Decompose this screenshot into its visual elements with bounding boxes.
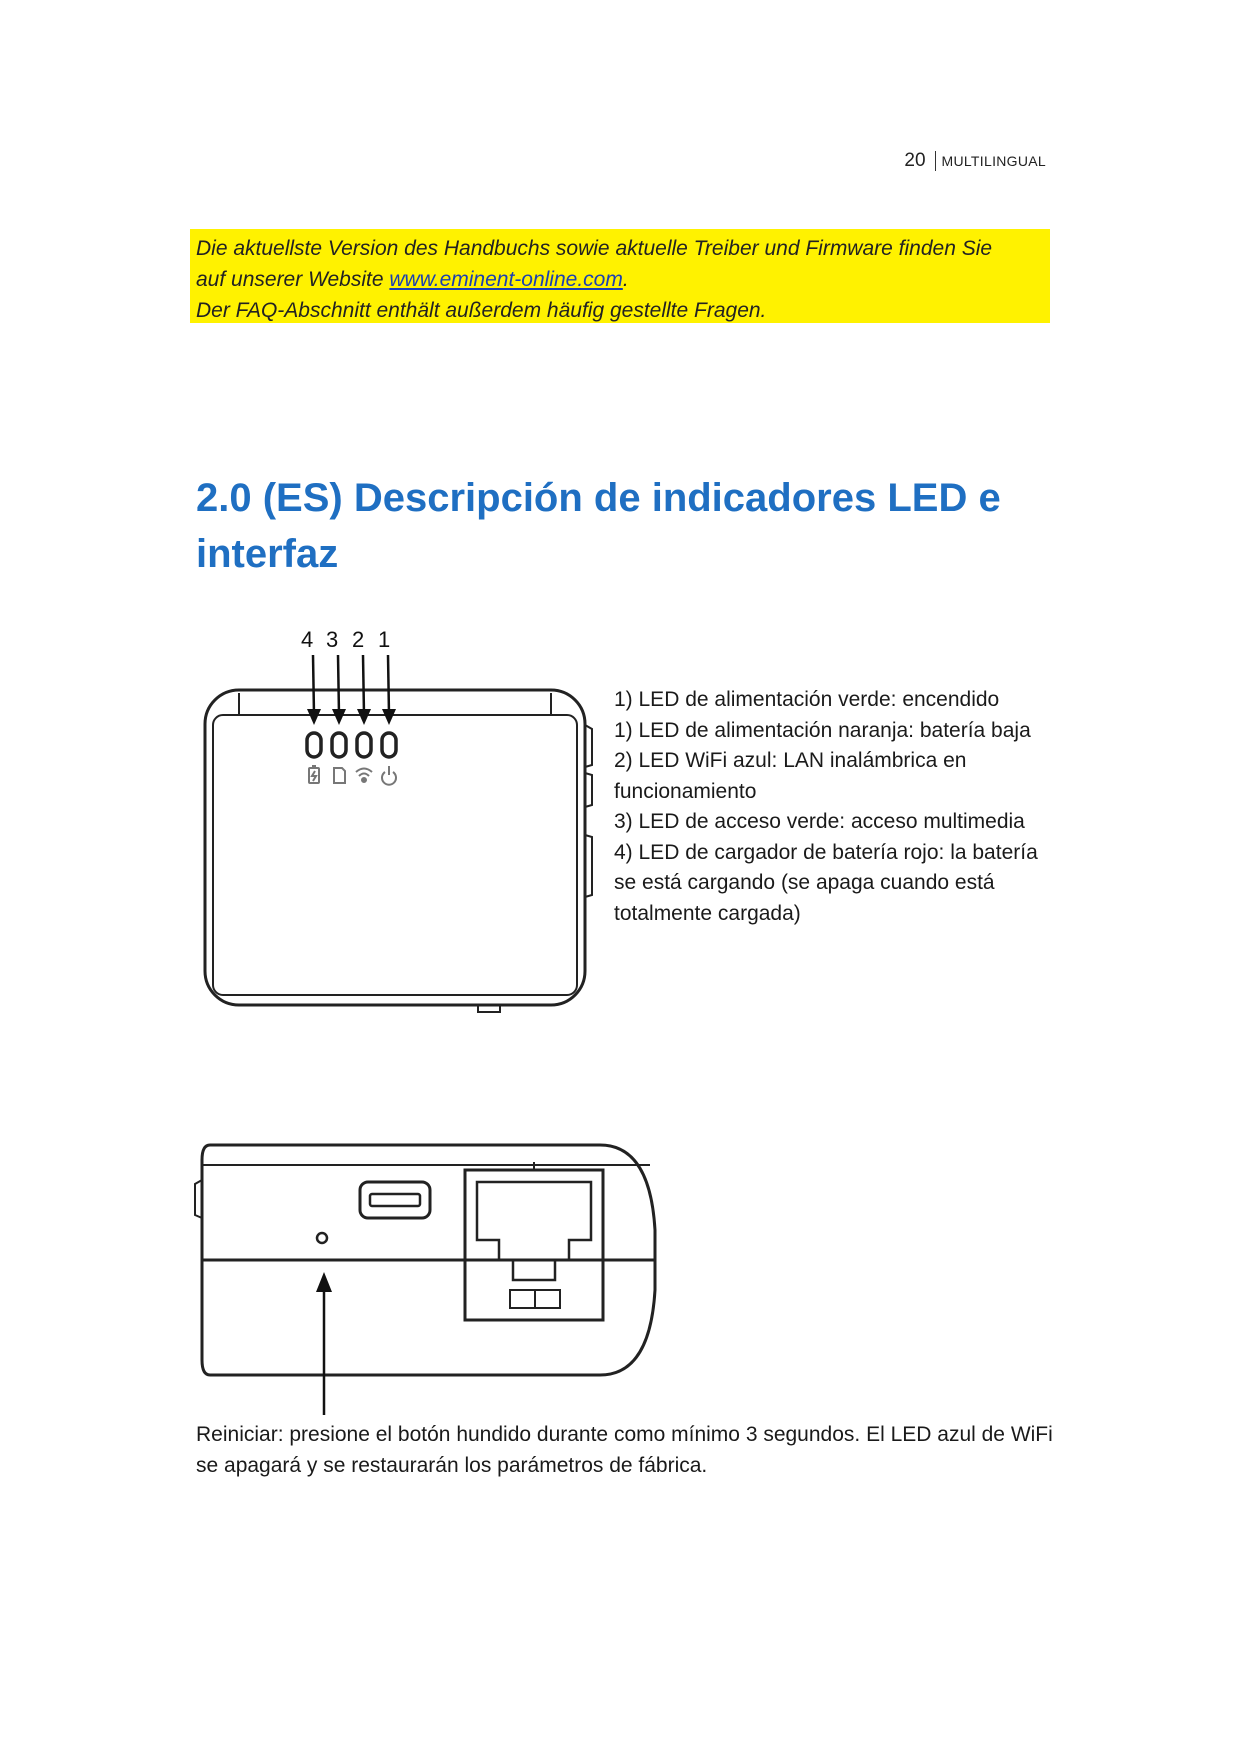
reset-instructions: Reiniciar: presione el botón hundido durante como mínimo 3 segundos. El LED azul de WiFi se apagará y se restaurarán los parámetros de fábrica. <box>196 1423 1053 1477</box>
page-header <box>880 150 1046 172</box>
led-description-item: 3) LED de acceso verde: acceso multimedia <box>614 810 1025 833</box>
header-divider <box>935 151 936 171</box>
note-line-3: Der FAQ-Abschnitt enthält außerdem häufig gestellte Fragen. <box>196 299 767 322</box>
battery-icon <box>309 766 319 783</box>
device-led-diagram <box>195 625 595 1015</box>
page-number: 20 <box>904 150 926 171</box>
led-number-2: 2 <box>352 627 365 652</box>
led-description-item: 2) LED WiFi azul: LAN inalámbrica en funcionamiento <box>614 749 967 803</box>
led-2 <box>357 733 371 757</box>
note-line-2-suffix: . <box>622 268 629 291</box>
led-description-list <box>614 685 1054 929</box>
led-description-item: 1) LED de alimentación naranja: batería baja <box>614 718 1031 742</box>
led-1 <box>382 733 396 757</box>
led-4 <box>307 733 321 757</box>
reset-button <box>317 1233 327 1243</box>
led-description-item: 4) LED de cargador de batería rojo: la batería se está cargando (se apaga cuando está totalmente cargada) <box>614 840 1038 925</box>
device-ports-diagram <box>180 1140 670 1415</box>
led-3 <box>332 733 346 757</box>
sd-card-icon <box>334 768 345 783</box>
power-icon <box>382 766 396 785</box>
wifi-icon <box>356 769 372 783</box>
led-number-4: 4 <box>301 627 314 652</box>
led-description-item: 1) LED de alimentación verde: encendido <box>614 688 1000 711</box>
note-line-1: Die aktuellste Version des Handbuchs sowie aktuelle Treiber und Firmware finden Sie <box>196 237 993 260</box>
website-link[interactable]: www.eminent-online.com <box>389 268 623 291</box>
note-line-2 <box>196 264 1044 295</box>
led-number-1: 1 <box>378 627 391 652</box>
section-title: 2.0 (ES) Descripción de indicadores LED e interfaz <box>196 476 1001 576</box>
led-number-3: 3 <box>326 627 339 652</box>
header-label: MULTILINGUAL <box>941 153 1046 169</box>
note-line-2-prefix: auf unserer Website <box>196 268 390 291</box>
info-note <box>190 229 1050 323</box>
